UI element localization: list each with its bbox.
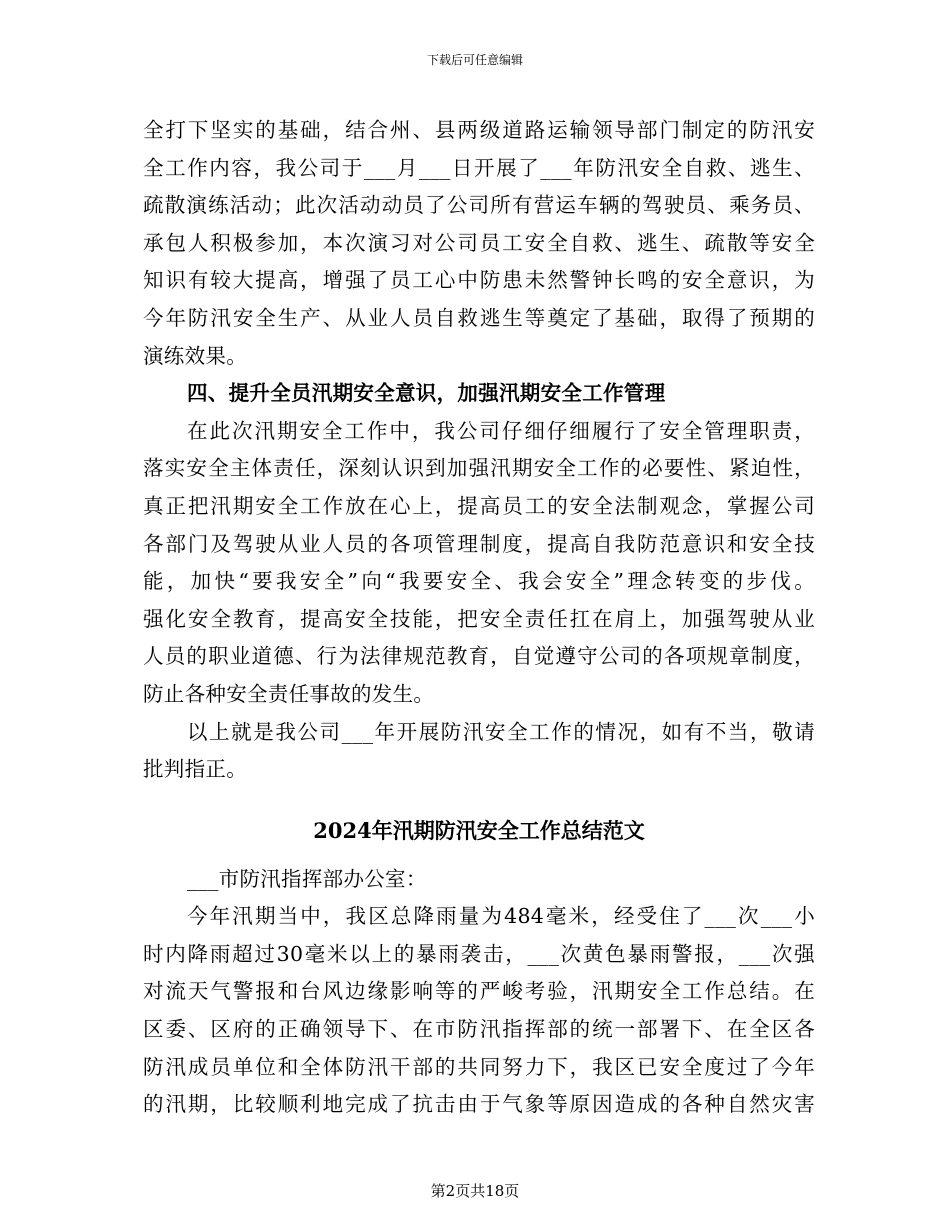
document-body xyxy=(143,112,815,1124)
paragraph-line: 知识有较大提高，增强了员工心中防患未然警钟长鸣的安全意识，为 xyxy=(143,268,815,293)
paragraph-line: 今年汛期当中，我区总降雨量为484毫米，经受住了___次___小 xyxy=(187,904,815,929)
paragraph-line: 全工作内容，我公司于___月___日开展了___年防汛安全自救、逃生、 xyxy=(143,155,815,180)
paragraph-line: 人员的职业道德、行为法律规范教育，自觉遵守公司的各项规章制度， xyxy=(143,644,815,669)
closing-paragraph xyxy=(143,714,815,789)
paragraph-line: 时内降雨超过30毫米以上的暴雨袭击，___次黄色暴雨警报，___次强 xyxy=(143,941,815,966)
paragraph-line: 对流天气警报和台风边缘影响等的严峻考验，汛期安全工作总结。在 xyxy=(143,979,815,1004)
paragraph-line: 区委、区府的正确领导下、在市防汛指挥部的统一部署下、在全区各 xyxy=(143,1017,815,1042)
paragraph-line: 的汛期，比较顺利地完成了抗击由于气象等原因造成的各种自然灾害 xyxy=(143,1092,815,1117)
paragraph-line: 演练效果。 xyxy=(143,343,247,368)
article-title: 2024年汛期防汛安全工作总结范文 xyxy=(313,817,645,843)
paragraph-line: 今年防汛安全生产、从业人员自救逃生等奠定了基础，取得了预期的 xyxy=(143,305,815,330)
paragraph-line: 承包人积极参加，本次演习对公司员工安全自救、逃生、疏散等安全 xyxy=(143,230,815,255)
page-header: 下载后可任意编辑 xyxy=(426,53,523,67)
paragraph-line: 以上就是我公司___年开展防汛安全工作的情况，如有不当，敬请 xyxy=(187,719,815,744)
paragraph-line: 强化安全教育，提高安全技能，把安全责任扛在肩上，加强驾驶从业 xyxy=(143,606,815,631)
paragraph-line: 各部门及驾驶从业人员的各项管理制度，提高自我防范意识和安全技 xyxy=(143,531,815,556)
paragraph-line: 全打下坚实的基础，结合州、县两级道路运输领导部门制定的防汛安 xyxy=(143,118,815,142)
paragraph-line: 批判指正。 xyxy=(143,757,247,782)
addressee-line: ___市防汛指挥部办公室： xyxy=(187,866,427,891)
section-four xyxy=(143,375,815,713)
page-footer: 第2页共18页 xyxy=(430,1182,520,1200)
paragraph-line: 防汛成员单位和全体防汛干部的共同努力下，我区已安全度过了今年 xyxy=(143,1054,815,1079)
section-heading: 四、提升全员汛期安全意识，加强汛期安全工作管理 xyxy=(187,381,666,406)
paragraph-line: 在此次汛期安全工作中，我公司仔细仔细履行了安全管理职责， xyxy=(187,418,815,443)
section-continuation xyxy=(143,112,815,375)
paragraph-line: 防止各种安全责任事故的发生。 xyxy=(143,681,435,706)
paragraph-line: 疏散演练活动；此次活动动员了公司所有营运车辆的驾驶员、乘务员、 xyxy=(143,193,815,218)
paragraph-line: 能，加快“要我安全”向“我要安全、我会安全”理念转变的步伐。 xyxy=(143,569,815,594)
paragraph-line: 真正把汛期安全工作放在心上，提高员工的安全法制观念，掌握公司 xyxy=(143,493,815,518)
paragraph-line: 落实安全主体责任，深刻认识到加强汛期安全工作的必要性、紧迫性， xyxy=(143,456,815,481)
article-body xyxy=(143,861,815,1124)
